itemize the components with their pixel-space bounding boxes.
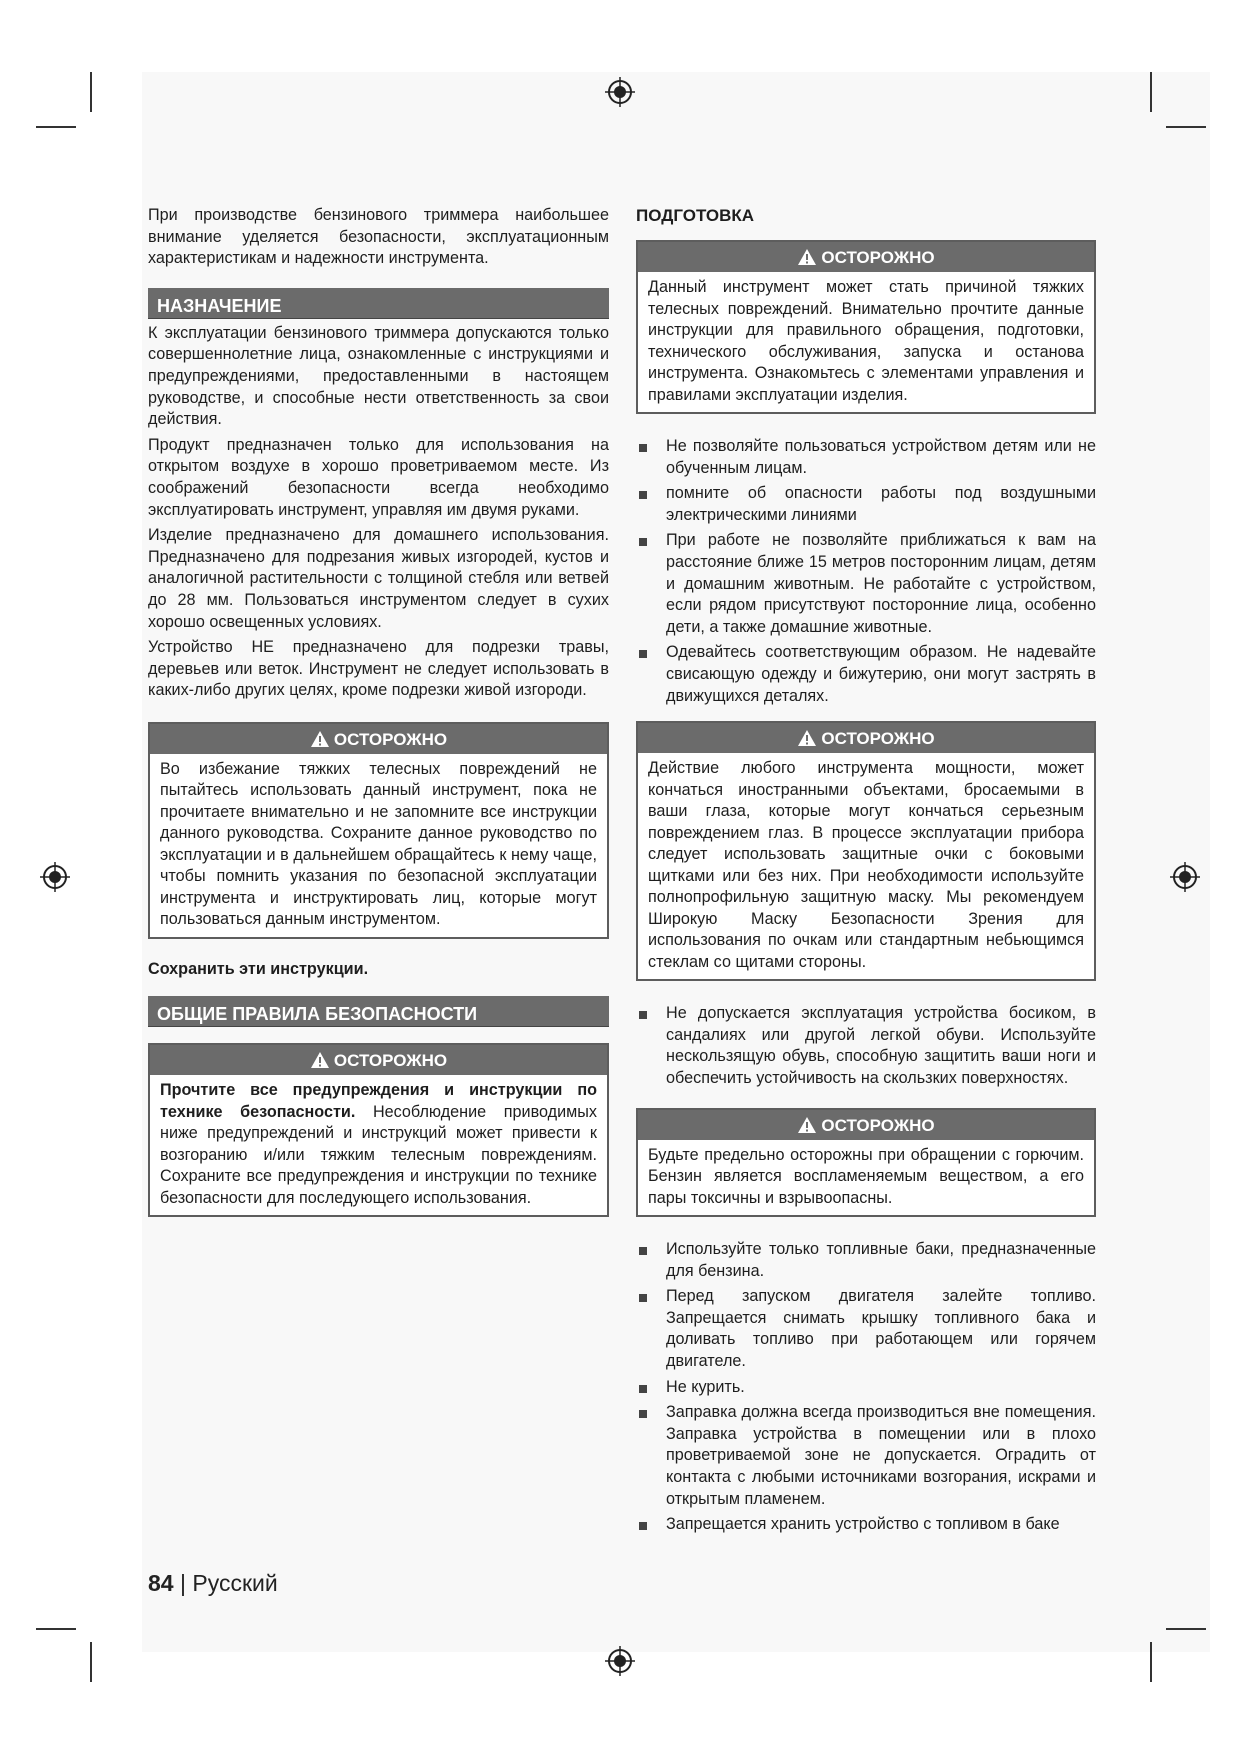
warning-text: Данный инструмент может стать причиной тяжких телесных повреждений. Внимательно прочтите данные инструкции для правильного обращения, подготовки, технического обслуживания, запуска и останова инструмента. Ознакомьтесь с элементами управления и правилами эксплуатации изделия.	[648, 278, 1084, 404]
list-item: При работе не позволяйте приближаться к вам на расстояние ближе 15 метров посторонним лицам, детям и домашним животным. Не работайте с устройством, если рядом присутствуют посторонние лица, особенно дети, а также домашние животные.	[636, 530, 1096, 638]
list-item: Используйте только топливные баки, предназначенные для бензина.	[636, 1239, 1096, 1282]
warning-text: Действие любого инструмента мощности, может кончаться иностранными объектами, бросаемыми в ваши глаза, которые могут кончаться серьезным повреждением глаз. В процессе эксплуатации прибора следует использовать защитные очки с боковыми щитками или без них. При необходимости используйте полнопрофильную защитную маску. Мы рекомендуем Широкую Маску Безопасности Зрения для использования по очкам или стандартным небьющимся стеклам со щитами стороны.	[648, 759, 1084, 971]
warning-header	[150, 724, 607, 754]
crop-mark	[1166, 126, 1206, 128]
warning-text: Будьте предельно осторожны при обращении с горючим. Бензин является воспламеняемым веществом, а его пары токсичны и взрывоопасны.	[648, 1145, 1084, 1207]
registration-mark-icon	[605, 77, 635, 107]
page-footer	[148, 1570, 278, 1597]
purpose-paragraph: Продукт предназначен только для использования на открытом воздухе в хорошо проветриваемом месте. Из соображений безопасности всегда необходимо эксплуатировать инструмент, управляя им двумя руками.	[148, 435, 609, 519]
bullet-list	[636, 1239, 1096, 1536]
bullet-square-icon	[639, 538, 647, 546]
warning-bold-lead: Прочтите все предупреждения и инструкции по технике безопасности.	[160, 1081, 597, 1121]
purpose-heading: НАЗНАЧЕНИЕ	[148, 288, 609, 319]
list-item: Перед запуском двигателя залейте топливо. Запрещается снимать крышку топливного бака и доливать топливо при работающем или горячем двигателе.	[636, 1286, 1096, 1372]
bullet-list	[636, 436, 1096, 707]
list-item: Не курить.	[636, 1377, 1096, 1399]
warning-text	[160, 1080, 597, 1209]
warning-box	[636, 1108, 1096, 1218]
left-column	[148, 205, 609, 1217]
registration-mark-icon	[605, 1646, 635, 1676]
warning-header	[150, 1045, 607, 1075]
warning-triangle-icon	[310, 1051, 330, 1069]
warning-header	[638, 723, 1094, 753]
warning-triangle-icon	[797, 729, 817, 747]
general-safety-heading: ОБЩИЕ ПРАВИЛА БЕЗОПАСНОСТИ	[148, 996, 609, 1027]
crop-mark	[1150, 1642, 1152, 1682]
warning-box	[148, 1043, 609, 1217]
bullet-square-icon	[639, 1410, 647, 1418]
list-item: Не допускается эксплуатация устройства босиком, в сандалиях или другой легкой обуви. Используйте нескользящую обувь, способную защитить ваши ноги и обеспечить устойчивость на скользких поверхностях.	[636, 1003, 1096, 1089]
warning-header	[638, 242, 1094, 272]
registration-mark-icon	[1170, 862, 1200, 892]
warning-rest: Несоблюдение приводимых ниже предупреждений и инструкций может привести к возгоранию и/или тяжким телесным повреждениям. Сохраните все предупреждения и инструкции по технике безопасности для последующего использования.	[160, 1102, 597, 1207]
list-item: помните об опасности работы под воздушными электрическими линиями	[636, 483, 1096, 526]
list-item: Не позволяйте пользоваться устройством детям или не обученным лицам.	[636, 436, 1096, 479]
warning-title: ОСТОРОЖНО	[821, 1115, 935, 1135]
bullet-list	[636, 1003, 1096, 1089]
bullet-square-icon	[639, 491, 647, 499]
right-column	[636, 205, 1096, 1540]
warning-triangle-icon	[310, 730, 330, 748]
crop-mark	[36, 1628, 76, 1630]
warning-title: ОСТОРОЖНО	[333, 729, 448, 749]
page-number: 84	[148, 1570, 174, 1596]
bullet-square-icon	[639, 1247, 647, 1255]
crop-mark	[90, 72, 92, 112]
list-item: Запрещается хранить устройство с топливом в баке	[636, 1514, 1096, 1536]
purpose-paragraph: Устройство НЕ предназначено для подрезки травы, деревьев или веток. Инструмент не следует использовать в каких-либо других целях, кроме подрезки живой изгороди.	[148, 638, 609, 700]
bullet-square-icon	[639, 444, 647, 452]
list-item: Одевайтесь соответствующим образом. Не надевайте свисающую одежду и бижутерию, они могут застрять в движущихся деталях.	[636, 642, 1096, 707]
bullet-square-icon	[639, 650, 647, 658]
crop-mark	[36, 126, 76, 128]
bullet-square-icon	[639, 1385, 647, 1393]
bullet-square-icon	[639, 1011, 647, 1019]
preparation-heading: ПОДГОТОВКА	[636, 206, 755, 225]
warning-box	[148, 722, 609, 939]
warning-title: ОСТОРОЖНО	[821, 729, 935, 749]
crop-mark	[1150, 72, 1152, 112]
save-instructions-note: Сохранить эти инструкции.	[148, 959, 369, 978]
registration-mark-icon	[40, 862, 70, 892]
purpose-paragraph: Изделие предназначено для домашнего использования. Предназначено для подрезания живых изгородей, кустов и аналогичной растительности с толщиной стебля или ветвей до 28 мм. Пользоваться инструментом следует в сухих хорошо освещенных условиях.	[148, 526, 609, 631]
warning-text: Во избежание тяжких телесных повреждений не пытайтесь использовать данный инструмент, пока не прочитаете внимательно и не запомните все инструкции данного руководства. Сохраните данное руководство по эксплуатации и в дальнейшем обращайтесь к нему чаще, чтобы помнить указания по безопасной эксплуатации инструмента и инструктировать лиц, которые могут пользоваться данным инструментом.	[160, 759, 597, 929]
crop-mark	[1166, 1628, 1206, 1630]
warning-title: ОСТОРОЖНО	[333, 1051, 448, 1071]
crop-mark	[90, 1642, 92, 1682]
bullet-square-icon	[639, 1522, 647, 1530]
footer-language: Русский	[192, 1570, 278, 1596]
intro-paragraph: При производстве бензинового триммера наибольшее внимание уделяется безопасности, эксплуатационным характеристикам и надежности инструмента.	[148, 206, 609, 268]
list-item: Заправка должна всегда производиться вне помещения. Заправка устройства в помещении или в плохо проветриваемой зоне не допускается. Оградить от контакта с любыми источниками возгорания, искрами и открытым пламенем.	[636, 1402, 1096, 1510]
warning-title: ОСТОРОЖНО	[821, 248, 935, 267]
warning-triangle-icon	[797, 1116, 817, 1134]
footer-separator: |	[179, 1570, 186, 1596]
purpose-paragraph: К эксплуатации бензинового триммера допускаются только совершеннолетние лица, ознакомленные с инструкциями и предупреждениями, предоставленными в настоящем руководстве, и способные нести ответственность за свои действия.	[148, 323, 609, 429]
warning-box	[636, 721, 1096, 981]
warning-triangle-icon	[797, 248, 817, 266]
bullet-square-icon	[639, 1294, 647, 1302]
warning-header	[638, 1110, 1094, 1140]
warning-box	[636, 240, 1096, 414]
